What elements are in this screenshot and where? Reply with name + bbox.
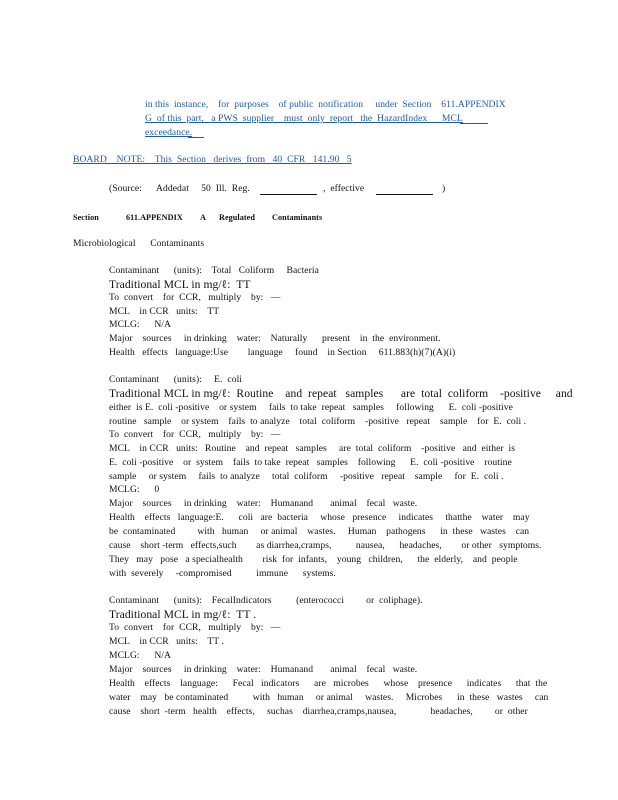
entry-2-health-cont-4: with severely -compromised immune systems. <box>109 568 336 579</box>
section-number: 611.APPENDIX <box>126 213 183 222</box>
section-regulated: Regulated <box>219 213 255 222</box>
note-line-2: G of this part, a PWS supplier must only report the HazardIndex MCL <box>145 113 463 124</box>
entry-2-health-effects: Health effects language:E. coli are bacteria whose presence indicates thatthe water may <box>109 512 530 523</box>
category-heading: Microbiological Contaminants <box>73 238 205 249</box>
board-note: BOARD NOTE: This Section derives from 40 CFR 141.90 5 <box>73 154 352 165</box>
entry-3-health-cont-1: water may be contaminated with human or animal wastes. Microbes in these wastes can <box>109 692 549 703</box>
entry-2-sources: Major sources in drinking water: Humanand animal fecal waste. <box>109 498 418 509</box>
entry-2-mclg: MCLG: 0 <box>109 484 160 495</box>
source-close: ) <box>442 183 446 194</box>
entry-2-mcl-cont-2: routine sample or system fails to analyze total coliform -positive repeat sample for E. coli . <box>109 416 527 427</box>
entry-3-contaminant: Contaminant (units): FecalIndicators (enterococci or coliphage). <box>109 595 423 606</box>
section-contaminants: Contaminants <box>272 213 323 222</box>
source-effective: , effective <box>323 183 365 194</box>
entry-3-mcl-ccr: MCL in CCR units: TT . <box>109 636 224 647</box>
entry-3-mclg: MCLG: N/A <box>109 650 171 661</box>
entry-1-mclg: MCLG: N/A <box>109 319 171 330</box>
entry-1-mcl-ccr: MCL in CCR units: TT <box>109 306 220 317</box>
entry-2-convert: To convert for CCR, multiply by: — <box>109 429 281 440</box>
section-label: Section <box>73 213 99 222</box>
entry-2-health-cont-1: be contaminated with human or animal wastes. Human pathogens in these wastes can <box>109 526 530 537</box>
entry-2-traditional-mcl: Traditional MCL in mg/ℓ: Routine and repeat samples are total coliform -positive and <box>109 387 573 400</box>
entry-2-mcl-ccr-cont-2: sample or system fails to analyze total coliform -positive repeat sample for E. coli . <box>109 471 504 482</box>
entry-3-health-effects: Health effects language: Fecal indicators are microbes whose presence indicates that the <box>109 678 548 689</box>
note-line-2-tail-underline <box>460 123 488 124</box>
entry-1-convert: To convert for CCR, multiply by: — <box>109 292 281 303</box>
entry-2-contaminant: Contaminant (units): E. coli <box>109 374 242 385</box>
entry-2-health-cont-3: They may pose a specialhealth risk for infants, young children, the elderly, and people <box>109 554 518 565</box>
entry-3-convert: To convert for CCR, multiply by: — <box>109 622 281 633</box>
section-letter: A <box>200 213 206 222</box>
entry-2-mcl-cont-1: either is E. coli -positive or system fails to take repeat samples following E. coli -positive <box>109 402 513 413</box>
note-line-1: in this instance, for purposes of public notification under Section 611.APPENDIX <box>145 99 506 110</box>
entry-1-contaminant: Contaminant (units): Total Coliform Bacteria <box>109 265 319 276</box>
entry-1-health-effects: Health effects language:Use language found in Section 611.883(h)(7)(A)(i) <box>109 347 456 358</box>
entry-1-traditional-mcl: Traditional MCL in mg/ℓ: TT <box>109 278 251 291</box>
note-line-3-tail-underline <box>188 137 204 138</box>
effective-date-blank <box>376 194 433 195</box>
source-prefix: (Source: Addedat 50 Ill. Reg. <box>109 183 250 194</box>
entry-3-health-cont-2: cause short -term health effects, suchas diarrhea,cramps,nausea, headaches, or other <box>109 706 528 717</box>
entry-3-sources: Major sources in drinking water: Humanand animal fecal waste. <box>109 664 418 675</box>
note-line-3: exceedance. <box>145 127 193 138</box>
register-blank <box>260 194 317 195</box>
entry-1-sources: Major sources in drinking water: Naturally present in the environment. <box>109 333 441 344</box>
entry-2-health-cont-2: cause short -term effects,such as diarrhea,cramps, nausea, headaches, or other symptoms. <box>109 540 542 551</box>
entry-2-mcl-ccr: MCL in CCR units: Routine and repeat samples are total coliform -positive and either is <box>109 443 516 454</box>
entry-3-traditional-mcl: Traditional MCL in mg/ℓ: TT . <box>109 608 257 621</box>
entry-2-mcl-ccr-cont-1: E. coli -positive or system fails to take repeat samples following E. coli -positive routine <box>109 457 512 468</box>
